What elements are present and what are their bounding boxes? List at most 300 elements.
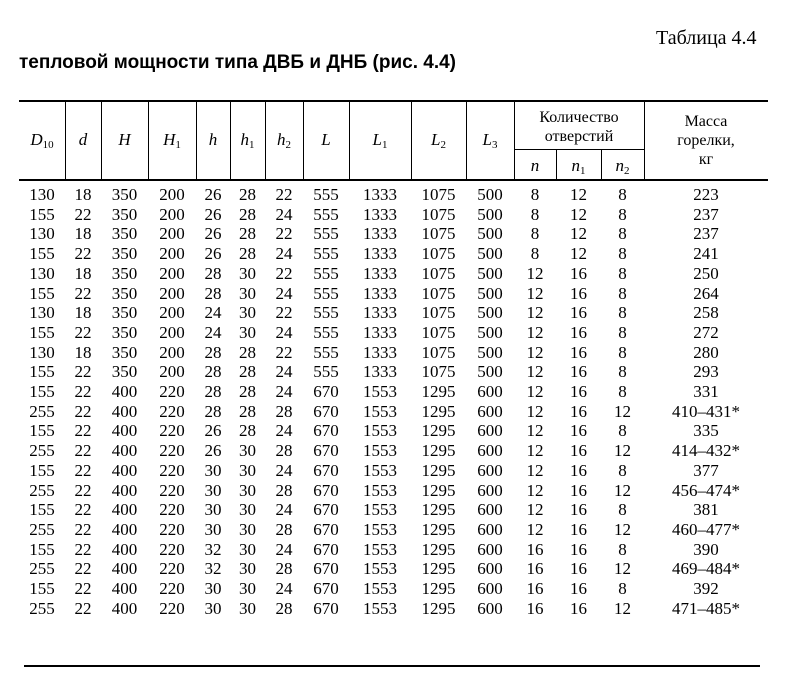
header-n1: $n_1$ (571, 156, 586, 177)
cell-L2: 1075 (421, 362, 456, 382)
cell-n: 12 (526, 480, 544, 500)
cell-H1: 200 (159, 263, 185, 283)
cell-L2: 1295 (421, 401, 456, 421)
holes-subheader-rule (514, 149, 644, 150)
cell-H: 350 (111, 342, 138, 362)
header-n: n (530, 156, 540, 175)
cell-n: 12 (526, 283, 544, 303)
table-row (19, 441, 768, 461)
cell-h1: 30 (239, 303, 256, 323)
cell-h: 30 (204, 598, 222, 618)
cell-h1: 30 (239, 500, 256, 520)
cell-L: 670 (313, 421, 339, 441)
cell-L2: 1075 (421, 322, 456, 342)
cell-L: 670 (313, 480, 339, 500)
cell-L3: 600 (477, 500, 503, 520)
cell-h1: 28 (239, 362, 256, 382)
cell-h2: 28 (275, 401, 293, 421)
cell-L3: 500 (477, 263, 503, 283)
header-L3: $L_3$ (482, 130, 498, 151)
table-row (19, 244, 768, 264)
cell-H: 400 (111, 421, 138, 441)
table-row (19, 362, 768, 382)
cell-H: 350 (111, 303, 138, 323)
cell-mass: 241 (693, 244, 719, 264)
cell-H1: 220 (159, 382, 185, 401)
cell-L2: 1295 (421, 500, 456, 520)
cell-n1: 12 (570, 224, 587, 244)
cell-n: 12 (526, 519, 544, 539)
cell-L2: 1295 (421, 382, 456, 401)
cell-d10: 255 (29, 401, 55, 421)
header-H1: $H_1$ (163, 130, 181, 151)
cell-d: 18 (74, 303, 92, 323)
cell-h: 26 (204, 244, 222, 264)
cell-L2: 1295 (421, 539, 456, 559)
cell-H1: 200 (159, 224, 185, 244)
cell-d10: 155 (29, 421, 55, 441)
cell-h1: 30 (239, 460, 256, 480)
cell-L3: 600 (477, 559, 503, 579)
cell-n2: 8 (618, 460, 627, 480)
cell-mass: 237 (693, 204, 719, 224)
table-row (19, 579, 768, 599)
cell-d: 22 (74, 559, 92, 579)
cell-mass: 471–485* (672, 598, 740, 618)
cell-n1: 16 (570, 441, 587, 461)
cell-H: 400 (111, 579, 138, 598)
cell-d: 22 (74, 322, 92, 342)
cell-d10: 255 (29, 441, 55, 461)
cell-L: 670 (313, 460, 339, 480)
header-d: d (78, 130, 88, 149)
cell-n: 8 (530, 224, 540, 244)
cell-mass: 381 (693, 500, 719, 520)
cell-H1: 220 (159, 500, 185, 520)
cell-h1: 30 (239, 598, 256, 618)
cell-L1: 1333 (363, 362, 397, 382)
cell-n: 8 (530, 185, 540, 204)
cell-d10: 155 (29, 460, 55, 480)
cell-L1: 1333 (363, 283, 397, 303)
cell-d: 18 (74, 263, 92, 283)
cell-d10: 155 (29, 382, 55, 401)
cell-mass: 456–474* (672, 480, 740, 500)
cell-L3: 500 (477, 204, 503, 224)
cell-n1: 16 (570, 303, 587, 323)
table-row (19, 461, 768, 481)
cell-d: 22 (74, 382, 92, 401)
cell-L: 555 (313, 263, 339, 283)
cell-h2: 22 (275, 342, 293, 362)
table-row (19, 500, 768, 520)
header-L2: $L_2$ (431, 130, 446, 151)
cell-L2: 1295 (421, 441, 456, 461)
cell-L2: 1295 (421, 579, 456, 598)
cell-L: 555 (313, 224, 339, 244)
cell-H1: 220 (159, 401, 185, 421)
cell-L2: 1295 (421, 559, 456, 579)
cell-h2: 24 (275, 283, 293, 303)
cell-mass: 250 (693, 263, 719, 283)
cell-H: 350 (111, 322, 138, 342)
cell-n1: 16 (570, 480, 587, 500)
cell-n: 12 (526, 303, 544, 323)
cell-n: 12 (526, 322, 544, 342)
cell-L: 670 (313, 441, 339, 461)
page-bottom-rule (24, 665, 760, 667)
cell-h2: 22 (275, 224, 293, 244)
cell-n2: 12 (614, 480, 631, 500)
cell-L2: 1075 (421, 303, 456, 323)
cell-n1: 16 (570, 519, 587, 539)
cell-n2: 8 (618, 303, 627, 323)
cell-L3: 600 (477, 480, 503, 500)
cell-L3: 500 (477, 362, 503, 382)
table-row (19, 559, 768, 579)
cell-n2: 8 (618, 382, 627, 401)
cell-n: 12 (526, 263, 544, 283)
cell-d10: 130 (29, 185, 55, 204)
cell-n2: 12 (614, 401, 631, 421)
cell-n1: 16 (570, 579, 587, 598)
cell-L3: 600 (477, 401, 503, 421)
cell-L: 555 (313, 283, 339, 303)
cell-L3: 500 (477, 185, 503, 204)
cell-L3: 600 (477, 460, 503, 480)
cell-h1: 28 (239, 204, 256, 224)
cell-h2: 24 (275, 579, 293, 598)
cell-H: 350 (111, 185, 138, 204)
cell-L1: 1333 (363, 204, 397, 224)
cell-L3: 500 (477, 303, 503, 323)
table-row (19, 343, 768, 363)
cell-n1: 16 (570, 322, 587, 342)
cell-n1: 12 (570, 244, 587, 264)
cell-h2: 24 (275, 244, 293, 264)
cell-H1: 200 (159, 185, 185, 204)
cell-H1: 200 (159, 204, 185, 224)
cell-h1: 28 (239, 185, 256, 204)
cell-H1: 200 (159, 283, 185, 303)
table-number-label: Таблица 4.4 (656, 27, 757, 49)
cell-L3: 500 (477, 244, 503, 264)
cell-H: 350 (111, 204, 138, 224)
cell-n: 12 (526, 460, 544, 480)
header-h1: $h_1$ (240, 130, 255, 151)
cell-h2: 28 (275, 441, 293, 461)
cell-h: 30 (204, 519, 222, 539)
cell-h1: 30 (239, 579, 256, 598)
cell-h1: 30 (239, 263, 256, 283)
cell-d: 22 (74, 519, 92, 539)
cell-n2: 8 (618, 421, 627, 441)
cell-h: 24 (204, 303, 222, 323)
cell-mass: 410–431* (672, 401, 740, 421)
table-row (19, 481, 768, 501)
table-row (19, 264, 768, 284)
cell-n2: 8 (618, 362, 627, 382)
cell-h1: 30 (239, 283, 256, 303)
cell-h2: 28 (275, 598, 293, 618)
cell-L1: 1333 (363, 185, 397, 204)
cell-L2: 1075 (421, 342, 456, 362)
cell-L1: 1553 (363, 460, 397, 480)
cell-h: 28 (204, 362, 222, 382)
cell-n1: 16 (570, 283, 587, 303)
cell-n2: 8 (618, 185, 627, 204)
cell-H1: 220 (159, 441, 185, 461)
cell-mass: 272 (693, 322, 719, 342)
cell-H1: 220 (159, 559, 185, 579)
cell-mass: 392 (693, 579, 719, 598)
cell-L: 670 (313, 598, 339, 618)
table-row (19, 421, 768, 441)
cell-d10: 255 (29, 559, 55, 579)
cell-d10: 130 (29, 342, 55, 362)
cell-n2: 8 (618, 224, 627, 244)
cell-L2: 1075 (421, 283, 456, 303)
cell-mass: 280 (693, 342, 719, 362)
cell-n2: 8 (618, 263, 627, 283)
table-row (19, 284, 768, 304)
cell-h: 28 (204, 283, 222, 303)
cell-L1: 1553 (363, 401, 397, 421)
cell-L3: 600 (477, 598, 503, 618)
cell-d: 22 (74, 460, 92, 480)
cell-h1: 30 (239, 441, 256, 461)
cell-mass: 469–484* (672, 559, 740, 579)
cell-L: 670 (313, 401, 339, 421)
cell-L: 555 (313, 342, 339, 362)
cell-n1: 16 (570, 382, 587, 401)
cell-L: 555 (313, 185, 339, 204)
header-H: H (118, 130, 131, 149)
cell-H: 400 (111, 460, 138, 480)
cell-h1: 30 (239, 559, 256, 579)
cell-mass: 414–432* (672, 441, 740, 461)
header-mass: Масса горелки, кг (677, 113, 735, 168)
cell-L3: 500 (477, 322, 503, 342)
cell-h2: 24 (275, 322, 293, 342)
cell-h: 26 (204, 441, 222, 461)
cell-h2: 24 (275, 500, 293, 520)
cell-L1: 1333 (363, 263, 397, 283)
cell-mass: 390 (693, 539, 719, 559)
cell-d: 18 (74, 185, 92, 204)
table-row (19, 205, 768, 225)
cell-n: 8 (530, 244, 540, 264)
cell-h1: 30 (239, 539, 256, 559)
cell-L2: 1075 (421, 204, 456, 224)
cell-h1: 30 (239, 322, 256, 342)
header-holes-count: Количество отверстий (539, 109, 619, 145)
cell-d10: 155 (29, 579, 55, 598)
cell-L3: 500 (477, 283, 503, 303)
cell-d: 22 (74, 500, 92, 520)
cell-d10: 130 (29, 303, 55, 323)
cell-L1: 1553 (363, 500, 397, 520)
cell-n2: 8 (618, 342, 627, 362)
cell-n2: 8 (618, 579, 627, 598)
cell-n: 12 (526, 421, 544, 441)
cell-H1: 220 (159, 598, 185, 618)
cell-n2: 8 (618, 322, 627, 342)
cell-d: 22 (74, 283, 92, 303)
cell-L: 555 (313, 303, 339, 323)
cell-n1: 16 (570, 362, 587, 382)
cell-H: 350 (111, 283, 138, 303)
cell-d10: 255 (29, 480, 55, 500)
cell-n2: 12 (614, 519, 631, 539)
cell-n2: 8 (618, 539, 627, 559)
cell-L: 670 (313, 519, 339, 539)
table-top-rule (19, 100, 768, 102)
cell-h2: 24 (275, 421, 293, 441)
cell-d10: 155 (29, 204, 55, 224)
cell-h1: 28 (239, 401, 256, 421)
cell-n: 12 (526, 362, 544, 382)
cell-L: 555 (313, 204, 339, 224)
cell-d10: 155 (29, 322, 55, 342)
cell-h2: 24 (275, 460, 293, 480)
cell-h1: 30 (239, 480, 256, 500)
cell-L3: 600 (477, 421, 503, 441)
cell-mass: 460–477* (672, 519, 740, 539)
header-L1: $L_1$ (372, 130, 388, 151)
cell-mass: 223 (693, 185, 719, 204)
cell-d10: 255 (29, 519, 55, 539)
cell-H1: 220 (159, 539, 185, 559)
cell-d10: 155 (29, 283, 55, 303)
cell-L2: 1075 (421, 185, 456, 204)
cell-n: 12 (526, 500, 544, 520)
cell-h2: 22 (275, 185, 293, 204)
cell-L2: 1295 (421, 460, 456, 480)
cell-H: 400 (111, 519, 138, 539)
header-h2: $h_2$ (277, 130, 291, 151)
cell-L1: 1553 (363, 441, 397, 461)
cell-h1: 28 (239, 224, 256, 244)
table-row (19, 382, 768, 402)
cell-H1: 200 (159, 342, 185, 362)
cell-h1: 28 (239, 244, 256, 264)
cell-H: 350 (111, 263, 138, 283)
cell-H1: 200 (159, 244, 185, 264)
cell-mass: 335 (693, 421, 719, 441)
header-bottom-rule (19, 179, 768, 181)
cell-d10: 130 (29, 263, 55, 283)
cell-h2: 24 (275, 539, 293, 559)
table-row (19, 303, 768, 323)
cell-L3: 600 (477, 539, 503, 559)
cell-H1: 200 (159, 303, 185, 323)
cell-h2: 22 (275, 303, 293, 323)
header-h: h (208, 130, 218, 149)
cell-d10: 155 (29, 500, 55, 520)
cell-mass: 331 (693, 382, 719, 401)
cell-n1: 16 (570, 559, 587, 579)
cell-L: 555 (313, 322, 339, 342)
cell-H1: 220 (159, 480, 185, 500)
cell-h1: 30 (239, 519, 256, 539)
cell-d10: 155 (29, 362, 55, 382)
cell-L2: 1075 (421, 224, 456, 244)
cell-L1: 1553 (363, 559, 397, 579)
cell-L1: 1553 (363, 539, 397, 559)
cell-H1: 200 (159, 322, 185, 342)
cell-d: 22 (74, 598, 92, 618)
cell-h: 26 (204, 421, 222, 441)
cell-L3: 600 (477, 441, 503, 461)
cell-H: 400 (111, 382, 138, 401)
cell-L1: 1553 (363, 480, 397, 500)
cell-h: 28 (204, 401, 222, 421)
cell-H: 350 (111, 244, 138, 264)
cell-n1: 16 (570, 539, 587, 559)
cell-n2: 12 (614, 598, 631, 618)
header-L: L (321, 130, 331, 149)
cell-d: 22 (74, 480, 92, 500)
cell-n: 8 (530, 204, 540, 224)
cell-L2: 1075 (421, 244, 456, 264)
cell-h1: 28 (239, 421, 256, 441)
cell-L2: 1295 (421, 598, 456, 618)
table-row (19, 402, 768, 422)
cell-mass: 264 (693, 283, 719, 303)
cell-h: 26 (204, 204, 222, 224)
cell-L1: 1333 (363, 244, 397, 264)
cell-h: 26 (204, 185, 222, 204)
cell-H: 400 (111, 559, 138, 579)
cell-L3: 500 (477, 342, 503, 362)
cell-h: 28 (204, 342, 222, 362)
cell-d10: 255 (29, 598, 55, 618)
cell-h1: 28 (239, 342, 256, 362)
cell-L: 670 (313, 500, 339, 520)
cell-L3: 600 (477, 382, 503, 401)
table-caption: тепловой мощности типа ДВБ и ДНБ (рис. 4.4) (19, 52, 456, 73)
cell-h: 32 (204, 539, 222, 559)
cell-n: 12 (526, 342, 544, 362)
cell-L1: 1333 (363, 342, 397, 362)
cell-d: 22 (74, 401, 92, 421)
cell-h1: 28 (239, 382, 256, 401)
table-row (19, 540, 768, 560)
cell-H: 350 (111, 362, 138, 382)
cell-d10: 130 (29, 224, 55, 244)
cell-d: 22 (74, 204, 92, 224)
cell-h2: 24 (275, 382, 293, 401)
cell-L: 670 (313, 559, 339, 579)
table-row (19, 323, 768, 343)
cell-mass: 377 (693, 460, 719, 480)
table-row (19, 224, 768, 244)
cell-h2: 28 (275, 480, 293, 500)
cell-h: 24 (204, 322, 222, 342)
cell-L3: 600 (477, 519, 503, 539)
cell-d: 22 (74, 539, 92, 559)
cell-h2: 28 (275, 559, 293, 579)
cell-n2: 8 (618, 283, 627, 303)
cell-L: 555 (313, 362, 339, 382)
cell-n: 16 (526, 579, 544, 598)
cell-H: 400 (111, 441, 138, 461)
cell-n1: 16 (570, 263, 587, 283)
cell-H1: 220 (159, 421, 185, 441)
cell-L1: 1333 (363, 224, 397, 244)
cell-mass: 237 (693, 224, 719, 244)
